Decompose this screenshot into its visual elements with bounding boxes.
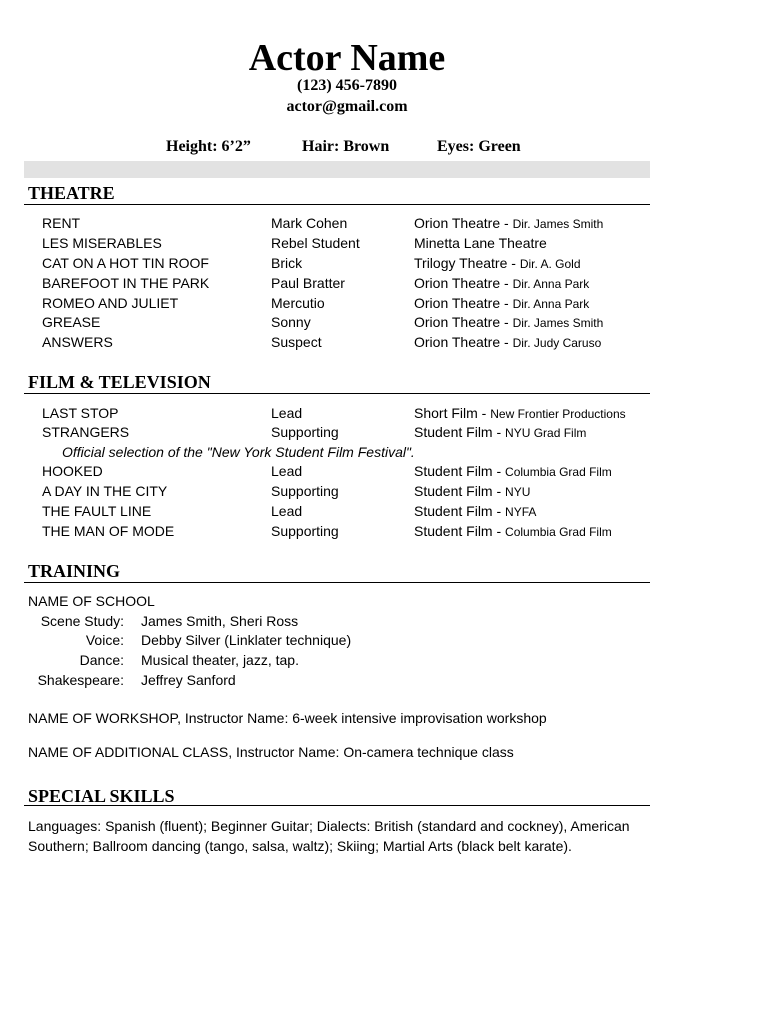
actor-name: Actor Name [248, 37, 446, 79]
film-credit-role: Lead [271, 463, 303, 479]
theatre-credit-director: Dir. Judy Caruso [512, 336, 602, 350]
theatre-credit-venue-cell [414, 332, 601, 353]
training-subject: Voice: [85, 632, 124, 648]
theatre-credit-role: Mark Cohen [271, 215, 348, 231]
theatre-credit-role: Brick [271, 255, 303, 271]
film-credit-director: NYU Grad Film [505, 426, 587, 440]
film-credit-title: LAST STOP [42, 405, 119, 421]
film-credit-venue-cell [414, 422, 586, 443]
film-credit-role: Supporting [271, 424, 339, 440]
film-credit-row [0, 501, 768, 521]
theatre-credit-director: Dir. Anna Park [512, 297, 590, 311]
film-credit-row [0, 403, 768, 423]
additional-class-line: NAME OF ADDITIONAL CLASS, Instructor Name: On-camera technique class [28, 744, 514, 760]
film-credit-venue-cell [414, 403, 626, 424]
theatre-credit-role: Rebel Student [271, 235, 360, 251]
film-credit-venue: Student Film [414, 463, 493, 479]
film-section-rule [24, 393, 650, 394]
training-instructor: Debby Silver (Linklater technique) [141, 632, 352, 648]
film-credit-title: A DAY IN THE CITY [42, 483, 168, 499]
separator: - [492, 523, 506, 539]
training-item [0, 650, 768, 670]
film-credit-venue: Student Film [414, 424, 493, 440]
workshop-line: NAME OF WORKSHOP, Instructor Name: 6-week intensive improvisation workshop [28, 710, 547, 726]
training-subject: Dance: [79, 652, 124, 668]
training-subject: Scene Study: [40, 613, 124, 629]
film-credit-title: HOOKED [42, 463, 103, 479]
film-credit-venue-cell [414, 461, 612, 482]
phone-number: (123) 456-7890 [297, 77, 397, 94]
theatre-credit-row [0, 213, 768, 233]
theatre-credit-director: Dir. James Smith [512, 217, 604, 231]
theatre-credit-venue-cell [414, 293, 589, 314]
theatre-credit-row [0, 312, 768, 332]
separator: - [500, 334, 513, 350]
film-credit-row [0, 481, 768, 501]
film-credit-role: Supporting [271, 523, 339, 539]
skills-section-title: SPECIAL SKILLS [28, 786, 175, 806]
email-address: actor@gmail.com [286, 98, 408, 115]
film-credit-venue: Student Film [414, 483, 493, 499]
separator: - [507, 255, 520, 271]
theatre-credit-venue-cell [414, 213, 603, 234]
theatre-credit-role: Suspect [271, 334, 322, 350]
theatre-credit-role: Mercutio [271, 295, 325, 311]
film-credit-director: NYFA [505, 505, 537, 519]
theatre-credit-director: Dir. Anna Park [512, 277, 590, 291]
separator: - [492, 424, 506, 440]
film-credit-row [0, 461, 768, 481]
theatre-credit-row [0, 293, 768, 313]
film-credit-director: Columbia Grad Film [505, 465, 612, 479]
theatre-credit-row [0, 273, 768, 293]
theatre-credit-row [0, 253, 768, 273]
separator: - [500, 314, 513, 330]
theatre-credit-title: CAT ON A HOT TIN ROOF [42, 255, 209, 271]
theatre-credit-venue: Orion Theatre [414, 215, 501, 231]
school-name: NAME OF SCHOOL [28, 593, 155, 609]
training-section-title: TRAINING [28, 561, 121, 581]
training-item [0, 611, 768, 631]
theatre-credit-venue: Orion Theatre [414, 334, 501, 350]
festival-note: Official selection of the "New York Student Film Festival". [62, 444, 415, 460]
separator: - [492, 463, 506, 479]
film-credit-role: Lead [271, 405, 303, 421]
film-credit-title: THE MAN OF MODE [42, 523, 175, 539]
separator: - [492, 503, 506, 519]
film-credit-venue: Student Film [414, 523, 493, 539]
film-credit-row [0, 521, 768, 541]
theatre-credit-venue: Trilogy Theatre [414, 255, 508, 271]
theatre-credit-venue: Orion Theatre [414, 314, 501, 330]
film-credit-director: Columbia Grad Film [505, 525, 612, 539]
training-section-rule [24, 582, 650, 583]
training-instructor: Musical theater, jazz, tap. [141, 652, 299, 668]
film-credit-venue-cell [414, 481, 530, 502]
film-credit-venue: Short Film [414, 405, 478, 421]
height-stat: Height: 6’2” [166, 138, 251, 155]
film-credit-director: New Frontier Productions [490, 407, 626, 421]
film-credit-venue-cell [414, 521, 612, 542]
theatre-credit-role: Paul Bratter [271, 275, 345, 291]
theatre-credit-venue-cell [414, 233, 547, 253]
theatre-credit-venue: Orion Theatre [414, 275, 501, 291]
theatre-credit-row [0, 233, 768, 253]
theatre-credit-role: Sonny [271, 314, 311, 330]
training-instructor: James Smith, Sheri Ross [141, 613, 299, 629]
training-item [0, 630, 768, 650]
theatre-credit-venue-cell [414, 312, 603, 333]
theatre-credit-venue-cell [414, 253, 581, 274]
theatre-credit-title: BAREFOOT IN THE PARK [42, 275, 210, 291]
theatre-credit-title: GREASE [42, 314, 101, 330]
film-credit-title: THE FAULT LINE [42, 503, 152, 519]
hair-stat: Hair: Brown [302, 138, 390, 155]
theatre-credit-director: Dir. A. Gold [519, 257, 581, 271]
theatre-credit-title: LES MISERABLES [42, 235, 162, 251]
film-credit-row [0, 422, 768, 442]
training-item [0, 670, 768, 690]
film-credit-venue: Student Film [414, 503, 493, 519]
separator: - [492, 483, 506, 499]
special-skills-text: Languages: Spanish (fluent); Beginner Guitar; Dialects: British (standard and cockney), American Southern; Ballroom dancing (tango, salsa, waltz); Skiing; Martial Arts (black belt karate). [28, 818, 630, 854]
header-divider-band [24, 161, 650, 178]
eyes-stat: Eyes: Green [437, 138, 521, 155]
theatre-section-title: THEATRE [28, 183, 115, 203]
theatre-section-rule [24, 204, 650, 205]
separator: - [477, 405, 491, 421]
skills-section-rule [24, 805, 650, 806]
theatre-credit-venue: Minetta Lane Theatre [414, 235, 547, 251]
film-credit-title: STRANGERS [42, 424, 130, 440]
theatre-credit-title: ROMEO AND JULIET [42, 295, 179, 311]
film-credit-role: Supporting [271, 483, 339, 499]
separator: - [500, 215, 513, 231]
film-credit-director: NYU [505, 485, 531, 499]
theatre-credit-row [0, 332, 768, 352]
theatre-credit-title: RENT [42, 215, 81, 231]
theatre-credit-title: ANSWERS [42, 334, 113, 350]
training-subject: Shakespeare: [37, 672, 124, 688]
film-section-title: FILM & TELEVISION [28, 372, 211, 392]
film-credit-venue-cell [414, 501, 536, 522]
separator: - [500, 275, 513, 291]
separator: - [500, 295, 513, 311]
film-credit-role: Lead [271, 503, 303, 519]
theatre-credit-venue-cell [414, 273, 589, 294]
theatre-credit-director: Dir. James Smith [512, 316, 604, 330]
training-instructor: Jeffrey Sanford [141, 672, 236, 688]
theatre-credit-venue: Orion Theatre [414, 295, 501, 311]
